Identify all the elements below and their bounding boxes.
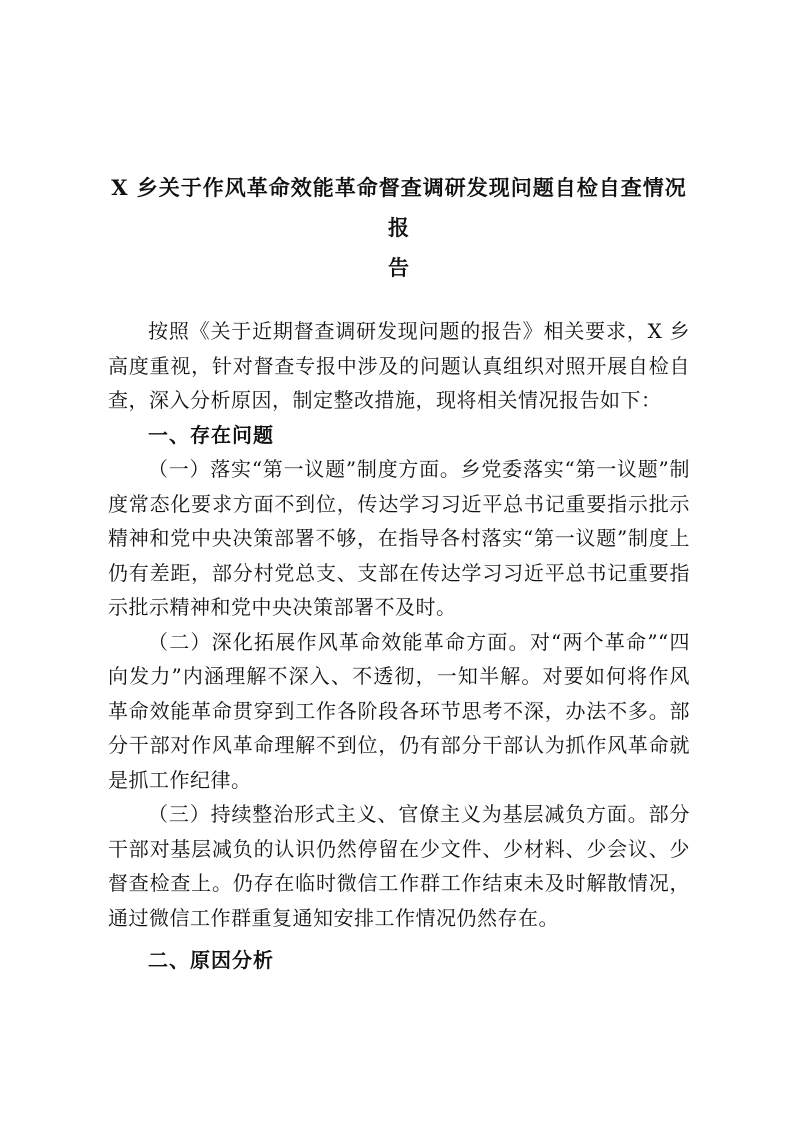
- problem-item-2: （二）深化拓展作风革命效能革命方面。对“两个革命”“四向发力”内涵理解不深入、不透彻，一知半解。对要如何将作风革命效能革命贯穿到工作各阶段各环节思考不深，办法不多。部分干部对作风革命理解不到位，仍有部分干部认为抓作风革命就是抓工作纪律。: [108, 629, 690, 792]
- section-heading-problems: 一、存在问题: [148, 422, 274, 447]
- intro-paragraph: 按照《关于近期督查调研发现问题的报告》相关要求，X 乡高度重视，针对督查专报中涉及的问题认真组织对照开展自检自查，深入分析原因，制定整改措施，现将相关情况报告如下：: [108, 319, 690, 412]
- problem-item-3: （三）持续整治形式主义、官僚主义为基层减负方面。部分干部对基层减负的认识仍然停留在少文件、少材料、少会议、少督查检查上。仍存在临时微信工作群工作结束未及时解散情况，通过微信工作群重复通知安排工作情况仍然存在。: [108, 802, 690, 930]
- document-title-line-1: X 乡关于作风革命效能革命督查调研发现问题自检自查情况报: [111, 175, 687, 240]
- problem-item-1: （一）落实“第一议题”制度方面。乡党委落实“第一议题”制度常态化要求方面不到位，传达学习习近平总书记重要指示批示精神和党中央决策部署不够，在指导各村落实“第一议题”制度上仍有差距，部分村党总支、支部在传达学习习近平总书记重要指示批示精神和党中央决策部署不及时。: [108, 457, 690, 619]
- document-title: [108, 168, 690, 288]
- document-body: [108, 168, 690, 978]
- document-title-line-2: 告: [388, 255, 410, 280]
- section-heading-cause-analysis: 二、原因分析: [148, 948, 274, 972]
